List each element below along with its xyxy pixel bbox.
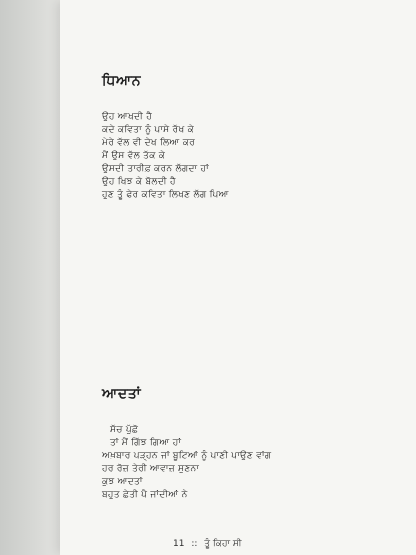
- poem-line: ਹਰ ਰੋਜ਼ ਤੇਰੀ ਆਵਾਜ਼ ਸੁਣਨਾ: [102, 463, 200, 474]
- page-footer: [173, 539, 242, 550]
- poem-title: ਆਦਤਾਂ: [102, 386, 142, 402]
- poem-line: ਉਹ ਆਖਦੀ ਹੈ: [102, 111, 153, 122]
- poem-line: ਉਹ ਖਿਝ ਕੇ ਬੋਲਦੀ ਹੈ: [102, 176, 176, 187]
- poem-line: ਹੁਣ ਤੂੰ ਫੇਰ ਕਵਿਤਾ ਲਿਖਣ ਲੱਗ ਪਿਆ: [102, 189, 229, 200]
- footer-separator: ::: [191, 539, 198, 549]
- book-title: ਤੂੰ ਕਿਹਾ ਸੀ: [204, 539, 242, 549]
- poem-line: ਮੇਰੇ ਵੱਲ ਵੀ ਦੇਖ ਲਿਆ ਕਰ: [102, 137, 196, 148]
- poem-dhiaan: [102, 72, 229, 201]
- poem-line: ਸੱਚ ਪੁੱਛੋ: [110, 424, 139, 435]
- poem-line: ਕੁਝ ਆਦਤਾਂ: [102, 476, 143, 487]
- poem-line: ਮੈਂ ਉਸ ਵੱਲ ਤੱਕ ਕੇ: [102, 150, 166, 161]
- poem-line: ਕਦੇ ਕਵਿਤਾ ਨੂੰ ਪਾਸੇ ਰੱਖ ਕੇ: [102, 124, 195, 135]
- poem-line: ਉਸਦੀ ਤਾਰੀਫ਼ ਕਰਨ ਲੱਗਦਾ ਹਾਂ: [102, 163, 209, 174]
- poem-line: ਬਹੁਤ ਛੇਤੀ ਪੈ ਜਾਂਦੀਆਂ ਨੇ: [102, 489, 188, 500]
- page-number: 11: [173, 539, 185, 549]
- poem-title: ਧਿਆਨ: [102, 73, 142, 89]
- poem-line: ਅਖ਼ਬਾਰ ਪੜ੍ਹਨ ਜਾਂ ਬੂਟਿਆਂ ਨੂੰ ਪਾਣੀ ਪਾਉਣ ਵਾਂਗ: [102, 450, 272, 461]
- poem-aadtaan: [102, 385, 271, 501]
- poem-line: ਤਾਂ ਮੈਂ ਗਿੱਝ ਗਿਆ ਹਾਂ: [110, 437, 182, 448]
